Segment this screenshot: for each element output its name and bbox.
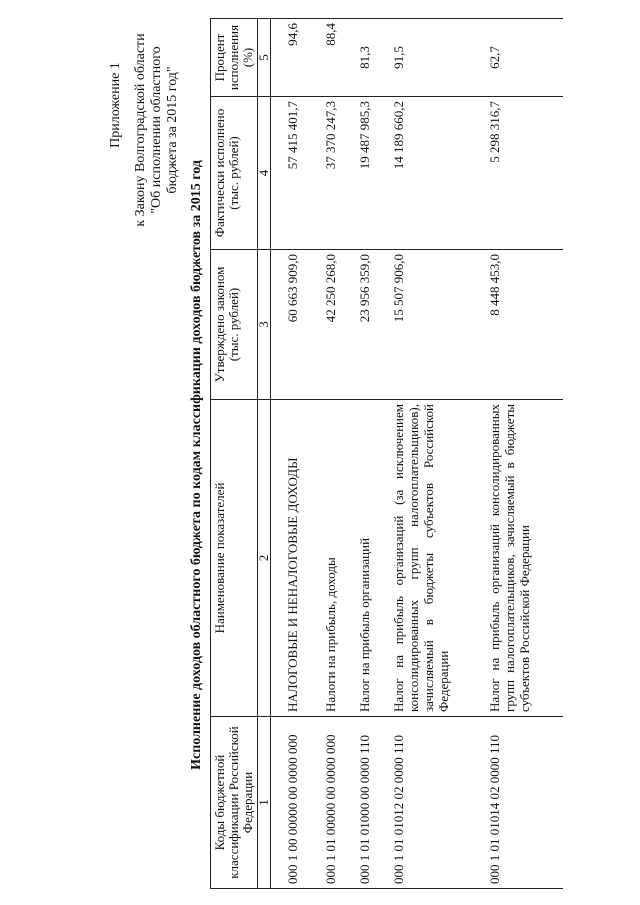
law-reference-line: к Закону Волгоградской области	[133, 33, 148, 227]
law-reference-line: "Об исполнении областного	[149, 46, 164, 214]
row-code: 000 1 01 01012 02 0000 110	[377, 717, 473, 889]
row-name: Налог на прибыль организаций (за исключением консолидированных групп налогоплательщиков), зачисляемый в бюджеты субъектов Российской Федерации	[377, 400, 473, 717]
row-name: Налог на прибыль организаций	[343, 400, 377, 717]
column-number: 1	[258, 717, 271, 889]
revenue-table	[210, 18, 563, 889]
row-approved: 60 663 909,0	[271, 250, 307, 400]
row-approved: 23 956 359,0	[343, 250, 377, 400]
table-header-row	[211, 19, 258, 889]
appendix-label: Приложение 1	[108, 62, 123, 148]
row-actual: 19 487 985,3	[343, 97, 377, 250]
column-number: 5	[258, 19, 271, 97]
col-header-actual: Фактически исполнено (тыс. рублей)	[211, 97, 258, 250]
row-percent: 94,6	[271, 19, 307, 97]
col-header-percent: Процент исполнения (%)	[211, 19, 258, 97]
row-name: Налог на прибыль организаций консолидированных групп налогоплательщиков, зачисляемый в бюджеты субъектов Российской Федерации	[473, 400, 563, 717]
row-code: 000 1 01 01000 00 0000 110	[343, 717, 377, 889]
row-code: 000 1 00 00000 00 0000 000	[271, 717, 307, 889]
law-reference	[133, 15, 181, 245]
row-actual: 37 370 247,3	[307, 97, 343, 250]
row-code: 000 1 01 01014 02 0000 110	[473, 717, 563, 889]
row-actual: 57 415 401,7	[271, 97, 307, 250]
row-name: Налоги на прибыль, доходы	[307, 400, 343, 717]
col-header-approved: Утверждено законом (тыс. рублей)	[211, 250, 258, 400]
row-actual: 5 298 316,7	[473, 97, 563, 250]
document-title: Исполнение доходов областного бюджета по кодам классификации доходов бюджетов за 2015 год	[189, 160, 204, 770]
row-approved: 42 250 268,0	[307, 250, 343, 400]
law-reference-line: бюджета за 2015 год"	[165, 66, 180, 194]
row-name: НАЛОГОВЫЕ И НЕНАЛОГОВЫЕ ДОХОДЫ	[271, 400, 307, 717]
col-header-codes: Коды бюджетной классификации Российской Федерации	[211, 717, 258, 889]
column-number: 3	[258, 250, 271, 400]
column-number: 4	[258, 97, 271, 250]
table-row	[343, 19, 377, 889]
row-code: 000 1 01 00000 00 0000 000	[307, 717, 343, 889]
row-percent: 91,5	[377, 19, 473, 97]
row-percent: 81,3	[343, 19, 377, 97]
table-row	[377, 19, 473, 889]
column-number: 2	[258, 400, 271, 717]
col-header-name: Наименование показателей	[211, 400, 258, 717]
row-percent: 88,4	[307, 19, 343, 97]
row-actual: 14 189 660,2	[377, 97, 473, 250]
row-approved: 15 507 906,0	[377, 250, 473, 400]
table-row	[473, 19, 563, 889]
column-number-row	[258, 19, 271, 889]
row-percent: 62,7	[473, 19, 563, 97]
table-row	[271, 19, 307, 889]
table-row	[307, 19, 343, 889]
row-approved: 8 448 453,0	[473, 250, 563, 400]
